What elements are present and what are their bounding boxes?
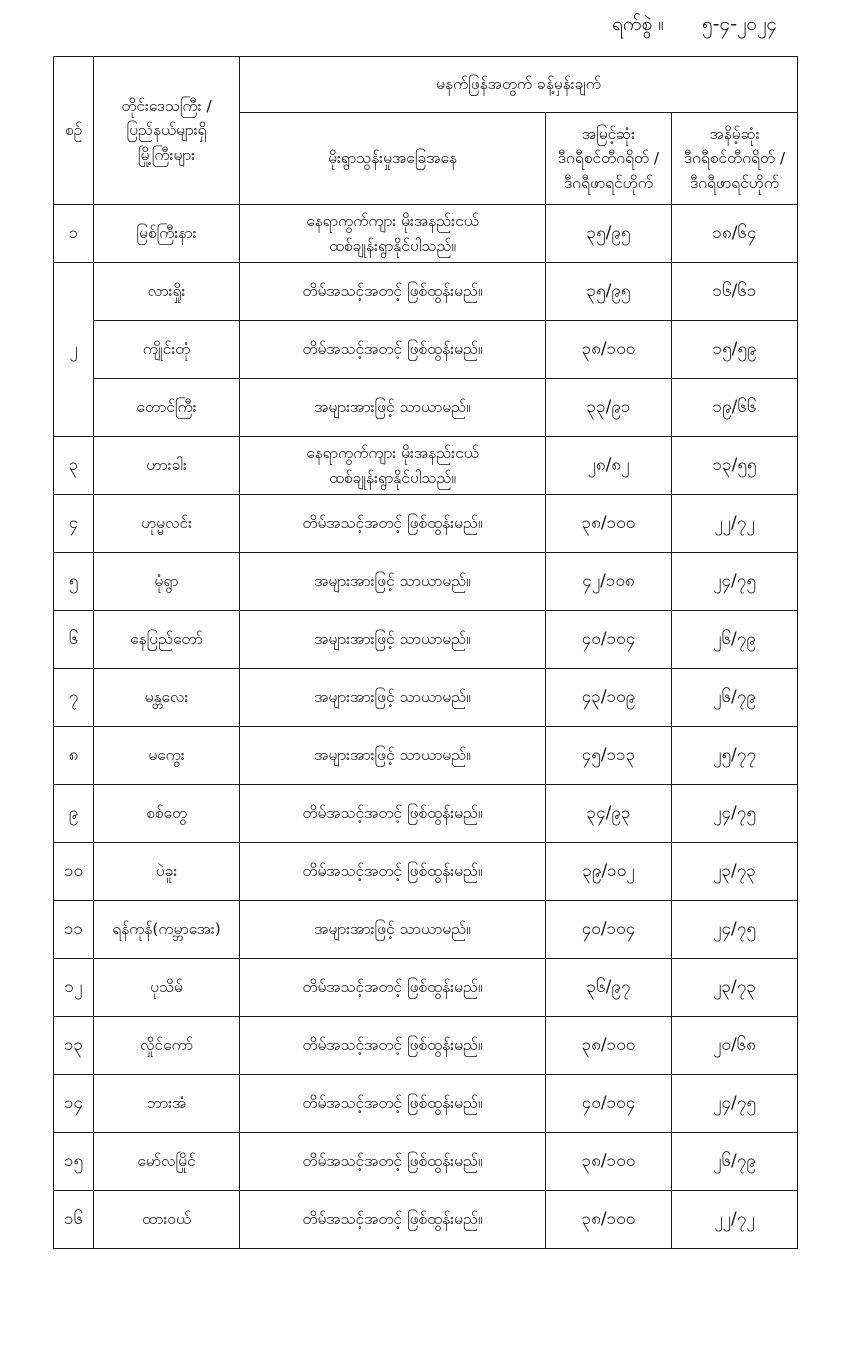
city-cell: မြစ်ကြီးနား bbox=[94, 205, 240, 263]
serial-cell: ၁၂ bbox=[54, 959, 94, 1017]
city-cell: လှိုင်ကော် bbox=[94, 1017, 240, 1075]
max-temp-cell: ၄၃/၁၀၉ bbox=[546, 669, 672, 727]
condition-cell: တိမ်အသင့်အတင့် ဖြစ်ထွန်းမည်။ bbox=[240, 321, 546, 379]
condition-cell: အများအားဖြင့် သာယာမည်။ bbox=[240, 379, 546, 437]
table-row bbox=[54, 379, 798, 437]
max-temp-cell: ၃၅/၉၅ bbox=[546, 263, 672, 321]
date-label: ရက်စွဲ ။ bbox=[612, 13, 664, 35]
min-temp-cell: ၁၅/၅၉ bbox=[672, 321, 798, 379]
max-temp-cell: ၃၉/၁၀၂ bbox=[546, 843, 672, 901]
table-row bbox=[54, 437, 798, 495]
city-cell: ဟုမ္မလင်း bbox=[94, 495, 240, 553]
table-row bbox=[54, 611, 798, 669]
city-cell: ပဲခူး bbox=[94, 843, 240, 901]
max-temp-cell: ၃၈/၁၀၀ bbox=[546, 1191, 672, 1249]
serial-cell: ၅ bbox=[54, 553, 94, 611]
max-temp-cell: ၃၈/၁၀၀ bbox=[546, 1017, 672, 1075]
min-temp-cell: ၂၆/၇၉ bbox=[672, 1133, 798, 1191]
condition-cell: တိမ်အသင့်အတင့် ဖြစ်ထွန်းမည်။ bbox=[240, 785, 546, 843]
min-temp-cell: ၂၃/၇၃ bbox=[672, 959, 798, 1017]
serial-cell: ၁၁ bbox=[54, 901, 94, 959]
min-temp-cell: ၁၈/၆၄ bbox=[672, 205, 798, 263]
condition-cell: နေရာကွက်ကျား မိုးအနည်းငယ် ထစ်ချုန်းရွာနိုင်ပါသည်။ bbox=[240, 437, 546, 495]
max-temp-cell: ၄၅/၁၁၃ bbox=[546, 727, 672, 785]
max-temp-cell: ၃၈/၁၀၀ bbox=[546, 495, 672, 553]
serial-cell: ၁၆ bbox=[54, 1191, 94, 1249]
city-cell: မန္တလေး bbox=[94, 669, 240, 727]
min-temp-cell: ၂၄/၇၅ bbox=[672, 553, 798, 611]
serial-cell: ၇ bbox=[54, 669, 94, 727]
city-cell: မုံရွာ bbox=[94, 553, 240, 611]
min-temp-cell: ၂၂/၇၂ bbox=[672, 1191, 798, 1249]
condition-cell: အများအားဖြင့် သာယာမည်။ bbox=[240, 553, 546, 611]
min-temp-cell: ၁၆/၆၁ bbox=[672, 263, 798, 321]
table-row bbox=[54, 1133, 798, 1191]
report-date bbox=[612, 12, 777, 40]
max-temp-cell: ၃၄/၉၃ bbox=[546, 785, 672, 843]
min-temp-cell: ၂၄/၇၅ bbox=[672, 901, 798, 959]
min-temp-cell: ၂၃/၇၃ bbox=[672, 843, 798, 901]
city-cell: မော်လမြိုင် bbox=[94, 1133, 240, 1191]
min-temp-cell: ၂၅/၇၇ bbox=[672, 727, 798, 785]
table-row bbox=[54, 263, 798, 321]
table-row bbox=[54, 727, 798, 785]
condition-cell: တိမ်အသင့်အတင့် ဖြစ်ထွန်းမည်။ bbox=[240, 1075, 546, 1133]
header-min-temp: အနိမ့်ဆုံး ဒီဂရီစင်တီဂရိတ် / ဒီဂရီဖာရင်ဟိုက် bbox=[672, 113, 798, 205]
min-temp-cell: ၂၆/၇၉ bbox=[672, 669, 798, 727]
table-row bbox=[54, 205, 798, 263]
condition-cell: တိမ်အသင့်အတင့် ဖြစ်ထွန်းမည်။ bbox=[240, 1017, 546, 1075]
condition-cell: တိမ်အသင့်အတင့် ဖြစ်ထွန်းမည်။ bbox=[240, 495, 546, 553]
city-cell: နေပြည်တော် bbox=[94, 611, 240, 669]
serial-cell: ၁၀ bbox=[54, 843, 94, 901]
table-row bbox=[54, 901, 798, 959]
city-cell: စစ်တွေ bbox=[94, 785, 240, 843]
max-temp-cell: ၃၃/၉၁ bbox=[546, 379, 672, 437]
city-cell: ပုသိမ် bbox=[94, 959, 240, 1017]
min-temp-cell: ၁၉/၆၆ bbox=[672, 379, 798, 437]
table-row bbox=[54, 321, 798, 379]
condition-cell: တိမ်အသင့်အတင့် ဖြစ်ထွန်းမည်။ bbox=[240, 959, 546, 1017]
condition-cell: တိမ်အသင့်အတင့် ဖြစ်ထွန်းမည်။ bbox=[240, 1133, 546, 1191]
header-region: တိုင်းဒေသကြီး / ပြည်နယ်များရှိ မြို့ကြီးများ bbox=[94, 57, 240, 205]
table-row bbox=[54, 553, 798, 611]
table-row bbox=[54, 1075, 798, 1133]
condition-cell: အများအားဖြင့် သာယာမည်။ bbox=[240, 901, 546, 959]
max-temp-cell: ၃၈/၁၀၀ bbox=[546, 321, 672, 379]
header-tomorrow-forecast: မနက်ဖြန်အတွက် ခန့်မှန်းချက် bbox=[240, 57, 798, 113]
serial-cell: ၉ bbox=[54, 785, 94, 843]
table-row bbox=[54, 843, 798, 901]
header-rain-condition: မိုးရွာသွန်းမှုအခြေအနေ bbox=[240, 113, 546, 205]
max-temp-cell: ၄၂/၁၀၈ bbox=[546, 553, 672, 611]
city-cell: မကွေး bbox=[94, 727, 240, 785]
max-temp-cell: ၃၅/၉၅ bbox=[546, 205, 672, 263]
header-serial: စဉ် bbox=[54, 57, 94, 205]
serial-cell: ၃ bbox=[54, 437, 94, 495]
min-temp-cell: ၂၀/၆၈ bbox=[672, 1017, 798, 1075]
min-temp-cell: ၁၃/၅၅ bbox=[672, 437, 798, 495]
max-temp-cell: ၄၀/၁၀၄ bbox=[546, 611, 672, 669]
min-temp-cell: ၂၄/၇၅ bbox=[672, 1075, 798, 1133]
min-temp-cell: ၂၂/၇၂ bbox=[672, 495, 798, 553]
date-value: ၅-၄-၂၀၂၄ bbox=[701, 13, 778, 35]
table-row bbox=[54, 669, 798, 727]
serial-cell: ၆ bbox=[54, 611, 94, 669]
table-row bbox=[54, 959, 798, 1017]
serial-cell: ၁၄ bbox=[54, 1075, 94, 1133]
serial-cell: ၄ bbox=[54, 495, 94, 553]
city-cell: ကျိုင်းတုံ bbox=[94, 321, 240, 379]
city-cell: ဟားခါး bbox=[94, 437, 240, 495]
city-cell: လားရှိုး bbox=[94, 263, 240, 321]
max-temp-cell: ၂၈/၈၂ bbox=[546, 437, 672, 495]
condition-cell: အများအားဖြင့် သာယာမည်။ bbox=[240, 611, 546, 669]
forecast-table bbox=[53, 56, 798, 1249]
city-cell: ထားဝယ် bbox=[94, 1191, 240, 1249]
condition-cell: တိမ်အသင့်အတင့် ဖြစ်ထွန်းမည်။ bbox=[240, 843, 546, 901]
serial-cell: ၁ bbox=[54, 205, 94, 263]
serial-cell: ၁၅ bbox=[54, 1133, 94, 1191]
city-cell: ဘားအံ bbox=[94, 1075, 240, 1133]
condition-cell: အများအားဖြင့် သာယာမည်။ bbox=[240, 669, 546, 727]
condition-cell: အများအားဖြင့် သာယာမည်။ bbox=[240, 727, 546, 785]
city-cell: တောင်ကြီး bbox=[94, 379, 240, 437]
min-temp-cell: ၂၄/၇၅ bbox=[672, 785, 798, 843]
condition-cell: တိမ်အသင့်အတင့် ဖြစ်ထွန်းမည်။ bbox=[240, 263, 546, 321]
table-row bbox=[54, 1191, 798, 1249]
max-temp-cell: ၃၆/၉၇ bbox=[546, 959, 672, 1017]
min-temp-cell: ၂၆/၇၉ bbox=[672, 611, 798, 669]
table-row bbox=[54, 785, 798, 843]
header-max-temp: အမြင့်ဆုံး ဒီဂရီစင်တီဂရိတ် / ဒီဂရီဖာရင်ဟိုက် bbox=[546, 113, 672, 205]
condition-cell: တိမ်အသင့်အတင့် ဖြစ်ထွန်းမည်။ bbox=[240, 1191, 546, 1249]
max-temp-cell: ၄၀/၁၀၄ bbox=[546, 1075, 672, 1133]
table-row bbox=[54, 1017, 798, 1075]
condition-cell: နေရာကွက်ကျား မိုးအနည်းငယ် ထစ်ချုန်းရွာနိုင်ပါသည်။ bbox=[240, 205, 546, 263]
table-row bbox=[54, 495, 798, 553]
serial-cell: ၂ bbox=[54, 263, 94, 437]
max-temp-cell: ၄၀/၁၀၄ bbox=[546, 901, 672, 959]
serial-cell: ၁၃ bbox=[54, 1017, 94, 1075]
max-temp-cell: ၃၈/၁၀၀ bbox=[546, 1133, 672, 1191]
serial-cell: ၈ bbox=[54, 727, 94, 785]
city-cell: ရန်ကုန်(ကမ္ဘာအေး) bbox=[94, 901, 240, 959]
